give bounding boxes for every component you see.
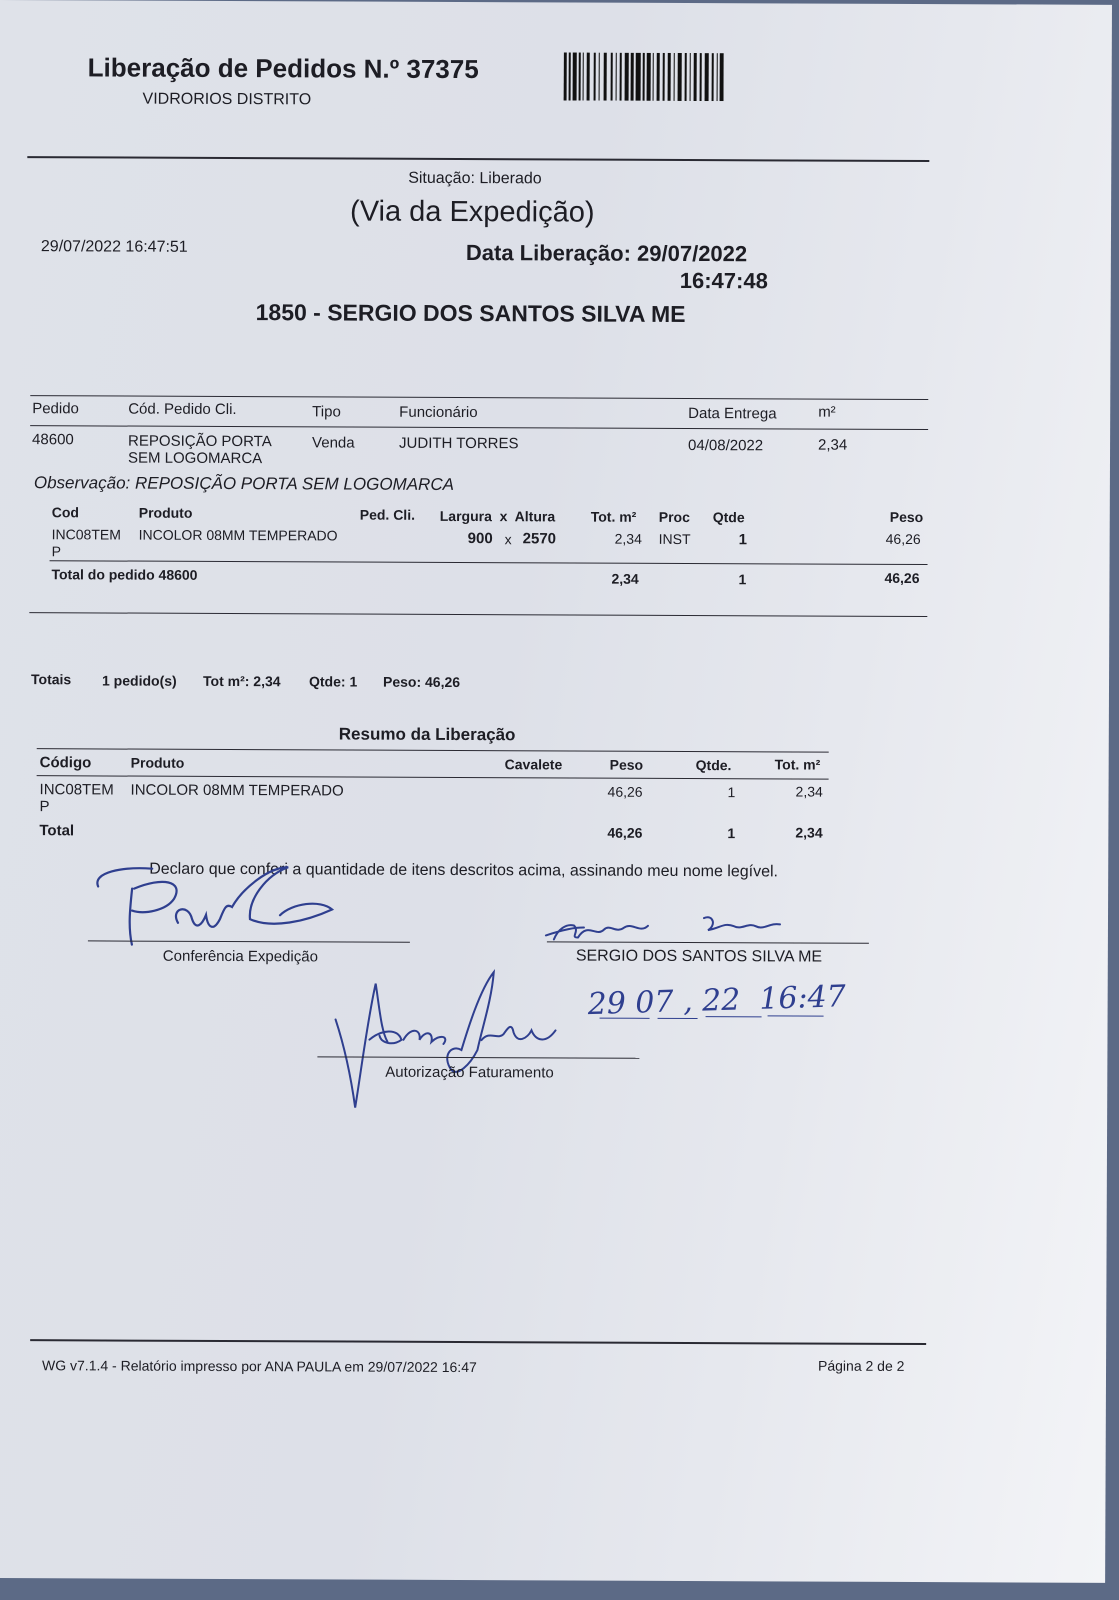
client-order-code-line2: SEM LOGOMARCA xyxy=(127,449,263,468)
col-header-largura-altura: Largura x Altura xyxy=(439,507,556,525)
company-name: VIDRORIOS DISTRITO xyxy=(142,90,312,109)
col-header-cod-pedido-cli: Cód. Pedido Cli. xyxy=(128,400,237,419)
col-header-proc: Proc xyxy=(658,508,690,526)
footer-page-number: Página 2 de 2 xyxy=(818,1357,905,1374)
summary-title: Resumo da Liberação xyxy=(338,724,516,745)
col-header-qtde: Qtde xyxy=(712,509,745,526)
col-header-cod: Cod xyxy=(51,504,80,521)
col-header-tipo: Tipo xyxy=(312,403,341,421)
item-tot-m2: 2,34 xyxy=(614,530,642,547)
summary-qtde: 1 xyxy=(727,784,736,801)
divider xyxy=(30,1339,926,1345)
divider xyxy=(37,775,829,779)
divider xyxy=(30,425,928,430)
summary-code-line2: P xyxy=(39,798,50,816)
delivery-date: 04/08/2022 xyxy=(688,437,764,455)
employee: JUDITH TORRES xyxy=(399,434,519,453)
release-date: Data Liberação: 29/07/2022 xyxy=(465,240,748,267)
client-signature-name: SERGIO DOS SANTOS SILVA ME xyxy=(575,947,823,966)
summary-header-peso: Peso xyxy=(609,756,644,773)
client-name: 1850 - SERGIO DOS SANTOS SILVA ME xyxy=(255,299,686,327)
item-qtde: 1 xyxy=(738,531,748,549)
client-order-code: REPOSIÇÃO PORTA xyxy=(128,432,272,451)
order-total-peso: 46,26 xyxy=(884,569,920,587)
col-header-pedido: Pedido xyxy=(32,400,79,418)
col-header-tot-m2: Tot. m² xyxy=(590,508,637,525)
col-header-produto: Produto xyxy=(138,504,193,521)
divider xyxy=(27,156,929,162)
declaration-text: Declaro que conferi a quantidade de itens descritos acima, assinando meu nome legível. xyxy=(149,860,779,881)
totals-orders: 1 pedido(s) xyxy=(101,672,177,689)
summary-total-tot-m2: 2,34 xyxy=(795,824,823,841)
summary-header-qtde: Qtde. xyxy=(695,757,732,774)
print-datetime: 29/07/2022 16:47:51 xyxy=(40,238,188,256)
col-header-ped-cli: Ped. Cli. xyxy=(359,506,416,523)
handwritten-underline xyxy=(600,1018,650,1019)
autorizacao-label: Autorização Faturamento xyxy=(385,1063,554,1082)
barcode xyxy=(564,52,724,101)
divider xyxy=(30,395,928,400)
item-x: x xyxy=(504,531,512,548)
summary-product: INCOLOR 08MM TEMPERADO xyxy=(130,781,344,800)
summary-header-cavalete: Cavalete xyxy=(504,756,563,773)
handwritten-datetime: 29 07 , 22 16:47 xyxy=(587,979,847,1023)
totals-m2: Tot m²: 2,34 xyxy=(202,672,281,690)
order-m2: 2,34 xyxy=(818,436,848,454)
order-total-qtde: 1 xyxy=(738,571,747,588)
item-code-line2: P xyxy=(51,543,61,560)
item-code: INC08TEM xyxy=(51,526,121,543)
summary-header-tot-m2: Tot. m² xyxy=(774,756,821,773)
item-proc: INST xyxy=(658,530,691,548)
summary-header-produto: Produto xyxy=(130,754,185,771)
summary-header-codigo: Código xyxy=(39,754,92,772)
totals-peso: Peso: 46,26 xyxy=(382,673,461,691)
handwritten-underline xyxy=(658,1018,698,1019)
totals-qtde: Qtde: 1 xyxy=(308,673,358,690)
summary-tot-m2: 2,34 xyxy=(795,783,823,800)
item-width: 900 xyxy=(467,530,493,548)
release-time: 16:47:48 xyxy=(679,267,768,294)
order-type: Venda xyxy=(312,434,355,452)
footer-printed-by: WG v7.1.4 - Relatório impresso por ANA PAULA em 29/07/2022 16:47 xyxy=(42,1357,477,1376)
item-peso: 46,26 xyxy=(885,530,921,548)
divider xyxy=(50,560,928,565)
summary-total-label: Total xyxy=(39,822,75,840)
order-total-m2: 2,34 xyxy=(611,570,639,587)
totals-label: Totais xyxy=(31,671,72,688)
col-header-peso: Peso xyxy=(889,508,924,526)
order-number: 48600 xyxy=(32,431,74,449)
conferencia-label: Conferência Expedição xyxy=(162,947,318,966)
handwritten-underline xyxy=(768,1015,824,1016)
status-text: Situação: Liberado xyxy=(408,169,542,188)
divider xyxy=(29,612,927,617)
divider xyxy=(37,748,829,752)
summary-total-qtde: 1 xyxy=(727,825,736,842)
signature-paula xyxy=(92,858,352,949)
copy-label: (Via da Expedição) xyxy=(350,195,595,229)
summary-peso: 46,26 xyxy=(607,783,643,800)
item-product: INCOLOR 08MM TEMPERADO xyxy=(138,526,338,544)
observation: Observação: REPOSIÇÃO PORTA SEM LOGOMARCA xyxy=(33,473,455,494)
summary-total-peso: 46,26 xyxy=(607,824,643,841)
summary-code: INC08TEM xyxy=(39,781,114,799)
col-header-data-entrega: Data Entrega xyxy=(688,405,777,423)
signature-ana-paula xyxy=(331,969,572,1112)
col-header-funcionario: Funcionário xyxy=(399,403,478,422)
order-total-label: Total do pedido 48600 xyxy=(51,566,198,583)
item-height: 2570 xyxy=(522,530,557,548)
document-title: Liberação de Pedidos N.º 37375 xyxy=(87,52,479,85)
col-header-m2: m² xyxy=(818,403,836,421)
